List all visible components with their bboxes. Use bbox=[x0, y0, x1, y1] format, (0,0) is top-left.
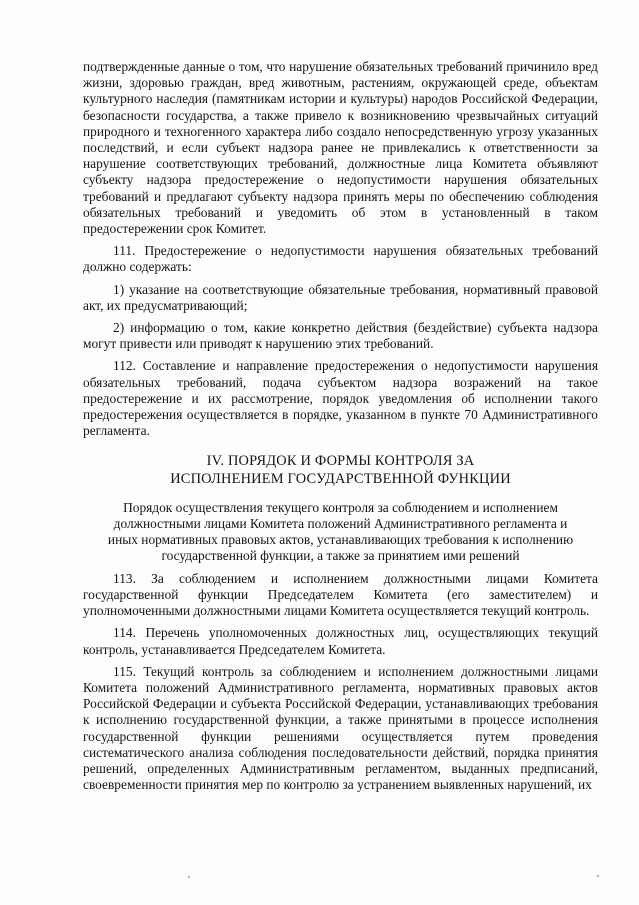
paragraph-114: 114. Перечень уполномоченных должностных лиц, осуществляющих текущий контроль, устанавливается Председателем Комитета. bbox=[83, 625, 598, 657]
document-body bbox=[83, 59, 598, 799]
paragraph-112: 112. Составление и направление предостережения о недопустимости нарушения обязательных требований, подача субъектом надзора возражений на такое предостережение и их рассмотрение, порядок уведомления об исполнении такого предостережения осуществляется в порядке, указанном в пункте 70 Административного регламента. bbox=[83, 358, 598, 439]
scan-speck bbox=[188, 876, 190, 878]
subsection-heading-line-1: Порядок осуществления текущего контроля за соблюдением и исполнением bbox=[123, 499, 558, 515]
section-heading-line-1: IV. ПОРЯДОК И ФОРМЫ КОНТРОЛЯ ЗА bbox=[206, 453, 475, 470]
section-heading-line-2: ИСПОЛНЕНИЕМ ГОСУДАРСТВЕННОЙ ФУНКЦИИ bbox=[170, 470, 511, 487]
subsection-heading-line-3: иных нормативных правовых актов, устанавливающих требования к исполнению bbox=[107, 532, 574, 548]
subsection-heading-line-4: государственной функции, а также за принятием ими решений bbox=[161, 548, 520, 564]
paragraph-115: 115. Текущий контроль за соблюдением и исполнением должностными лицами Комитета положений Административного регламента, нормативных правовых актов Российской Федерации и субъекта Российской Федерации, устанавливающих требования к исполнению государственной функции, а также принятыми в процессе исполнения государственной функции решениями осуществляется путем проведения систематического анализа соблюдения последовательности действий, порядка принятия решений, определенных Административным регламентом, выданных предписаний, своевременности принятия мер по контролю за устранением выявленных нарушений, их bbox=[83, 663, 598, 793]
section-heading bbox=[83, 453, 598, 487]
paragraph-111-item-1: 1) указание на соответствующие обязательные требования, нормативный правовой акт, их предусматривающий; bbox=[83, 281, 598, 313]
subsection-heading-line-2: должностными лицами Комитета положений Административного регламента и bbox=[113, 516, 568, 532]
paragraph-111-item-2: 2) информацию о том, какие конкретно действия (бездействие) субъекта надзора могут привести или приводят к нарушению этих требований. bbox=[83, 320, 598, 352]
paragraph-111: 111. Предостережение о недопустимости нарушения обязательных требований должно содержать: bbox=[83, 243, 598, 275]
paragraph-113: 113. За соблюдением и исполнением должностными лицами Комитета государственной функции Председателем Комитета (его заместителем) и уполномоченными должностными лицами Комитета осуществляется текущий контроль. bbox=[83, 570, 598, 619]
paragraph-continuation: подтвержденные данные о том, что нарушение обязательных требований причинило вред жизни, здоровью граждан, вред животным, растениям, окружающей среде, объектам культурного наследия (памятникам истории и культуры) народов Российской Федерации, безопасности государства, а также привело к возникновению чрезвычайных ситуаций природного и техногенного характера либо создало непосредственную угрозу указанных последствий, и если субъект надзора ранее не привлекались к ответственности за нарушение соответствующих требований, должностные лица Комитета объявляют субъекту надзора предостережение о недопустимости нарушения обязательных требований и предлагают субъекту надзора принять меры по обеспечению соблюдения обязательных требований и уведомить об этом в установленный в таком предостережении срок Комитет. bbox=[83, 59, 598, 237]
scan-speck bbox=[597, 875, 599, 877]
subsection-heading bbox=[83, 500, 598, 565]
